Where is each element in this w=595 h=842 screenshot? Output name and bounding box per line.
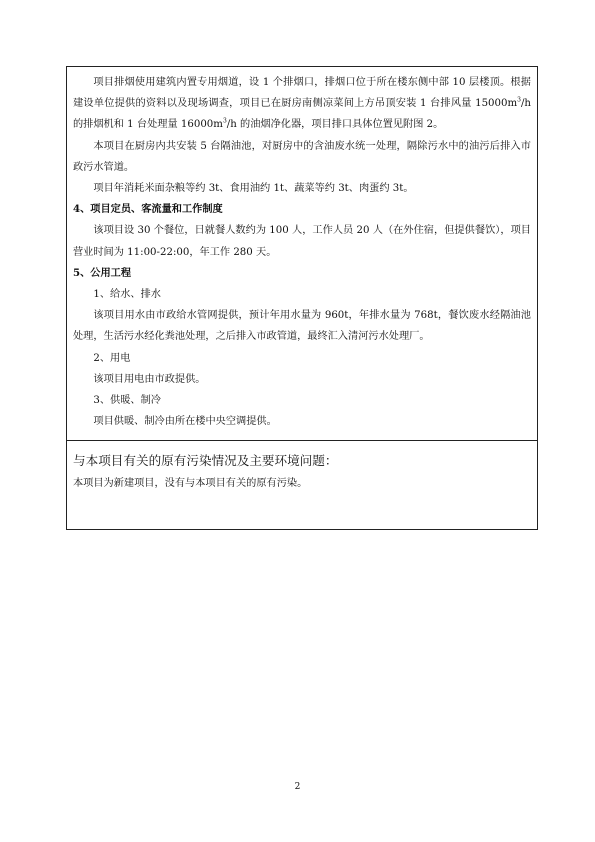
exhaust-text-1: 项目排烟使用建筑内置专用烟道，设 1 个排烟口，排烟口位于所在楼东侧中部 10 层楼顶。根据建设单位提供的资料以及现场调查，项目已在厨房南侧凉菜间上方吊顶安装 1 台排风量 15000m [73,77,531,110]
hvac-subheading: 3、供暖、制冷 [93,395,161,407]
unit-superscript: 3 [517,96,521,104]
utilities-heading: 5、公用工程 [73,266,132,279]
pollution-heading: 与本项目有关的原有污染情况及主要环境问题： [73,453,338,469]
staffing-paragraph: 该项目设 30 个餐位，日就餐人数约为 100 人，工作人员 20 人（在外住宿，但提供餐饮），项目营业时间为 11:00-22:00，年工作 280 天。 [73,225,531,258]
hvac-paragraph: 项目供暖、制冷由所在楼中央空调提供。 [93,416,277,428]
project-details-cell [67,67,537,441]
document-table [66,66,538,530]
exhaust-text-3: /h 的油烟净化器，项目排口具体位置见附图 2。 [226,119,444,131]
consumption-paragraph: 项目年消耗米面杂粮等约 3t、食用油约 1t、蔬菜等约 3t、肉蛋约 3t。 [93,183,414,195]
unit-superscript: 3 [222,118,227,126]
page-number: 2 [294,782,301,792]
staffing-heading: 4、项目定员、客流量和工作制度 [73,203,223,216]
water-subheading: 1、给水、排水 [93,289,161,301]
water-paragraph: 该项目用水由市政给水管网提供，预计年用水量为 960t，年排水量为 768t，餐饮废水经隔油池处理，生活污水经化粪池处理，之后排入市政管道，最终汇入清河污水处理厂。 [73,310,531,343]
pollution-paragraph: 本项目为新建项目，没有与本项目有关的原有污染。 [73,478,308,490]
exhaust-paragraph [73,72,531,136]
power-paragraph: 该项目用电由市政提供。 [93,373,206,385]
pollution-cell [67,441,537,528]
grease-trap-paragraph: 本项目在厨房内共安装 5 台隔油池，对厨房中的含油废水统一处理，隔除污水中的油污后排入市政污水管道。 [73,140,531,173]
power-subheading: 2、用电 [93,352,131,364]
exhaust-text-2: /h 的排烟机和 1 台处理量 16000m [73,98,531,131]
